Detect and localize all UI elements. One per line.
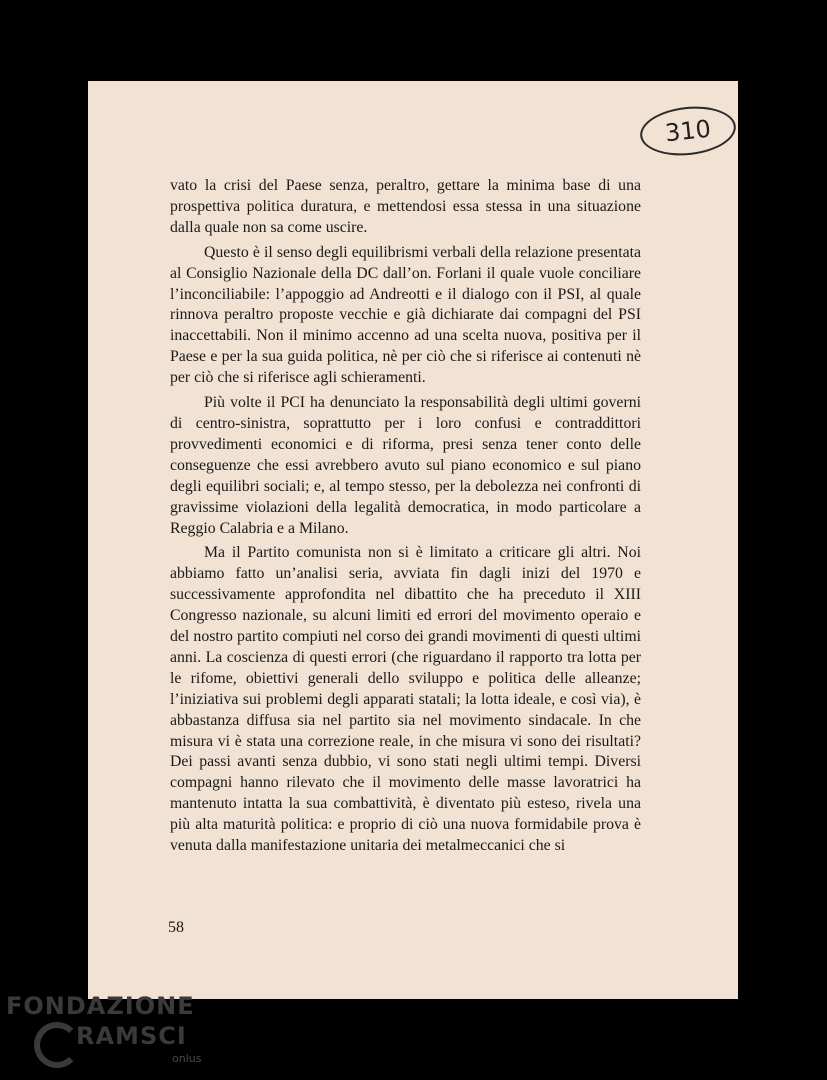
document-page: [88, 81, 738, 999]
page-number: 58: [168, 919, 184, 936]
body-text: [170, 176, 641, 861]
stamp-number: 310: [663, 114, 713, 148]
logo-line-1: FONDAZIONE: [6, 992, 195, 1020]
archive-number-stamp: [638, 102, 738, 160]
paragraph-2: Questo è il senso degli equilibrismi verbali della relazione presentata al Consiglio Nazionale della DC dall’on. Forlani il quale vuole conciliare l’inconciliabile: l’appoggio ad Andreotti e il dialogo con il PSI, al quale rinnova peraltro proposte vecchie e già dichiarate dai compagni del PSI inaccettabili. Non il minimo accenno ad una scelta nuova, positiva per il Paese e per la sua guida politica, nè per ciò che si riferisce ai contenuti nè per ciò che si riferisce agli schieramenti.: [170, 243, 641, 387]
logo-subtitle: onlus: [172, 1052, 202, 1065]
paragraph-4: Ma il Partito comunista non si è limitato a criticare gli altri. Noi abbiamo fatto un’analisi seria, avviata fin dagli inizi del 1970 e successivamente approfondita nel dibattito che ha preceduto il XIII Congresso nazionale, su alcuni limiti ed errori del movimento operaio e del nostro partito compiuti nel corso dei grandi movimenti di questi ultimi anni. La coscienza di questi errori (che riguardano il rapporto tra lotta per le rifome, obiettivi generali dello sviluppo e politica delle alleanze; l’iniziativa sui problemi degli apparati statali; la lotta ideale, e così via), è abbastanza diffusa sia nel partito sia nel movimento sindacale. In che misura vi è stata una correzione reale, in che misura vi sono dei risultati? Dei passi avanti senza dubbio, vi sono stati negli ultimi tempi. Diversi compagni hanno rilevato che il movimento delle masse lavoratrici ha mantenuto intatta la sua combattività, è diventato più esteso, rivela una più alta maturità politica: e proprio di ciò una nuova formidabile prova è venuta dalla manifestazione unitaria dei metalmeccanici che si: [170, 544, 641, 855]
logo-g-icon: [34, 1022, 80, 1068]
logo-line-2: RAMSCI: [76, 1022, 187, 1050]
paragraph-3: Più volte il PCI ha denunciato la responsabilità degli ultimi governi di centro-sinistra, soprattutto per i loro confusi e contraddittori provvedimenti economici e di riforma, presi senza tener conto delle conseguenze che essi avrebbero avuto sul piano economico e sul piano degli equilibri sociali; e, al tempo stesso, per la debolezza nei confronti di gravissime violazioni della legalità democratica, in modo particolare a Reggio Calabria e a Milano.: [170, 394, 641, 537]
fondazione-gramsci-logo: [4, 992, 214, 1076]
paragraph-1: vato la crisi del Paese senza, peraltro, gettare la minima base di una prospettiva politica duratura, e mettendosi essa stessa in una situazione dalla quale non sa come uscire.: [170, 177, 641, 236]
